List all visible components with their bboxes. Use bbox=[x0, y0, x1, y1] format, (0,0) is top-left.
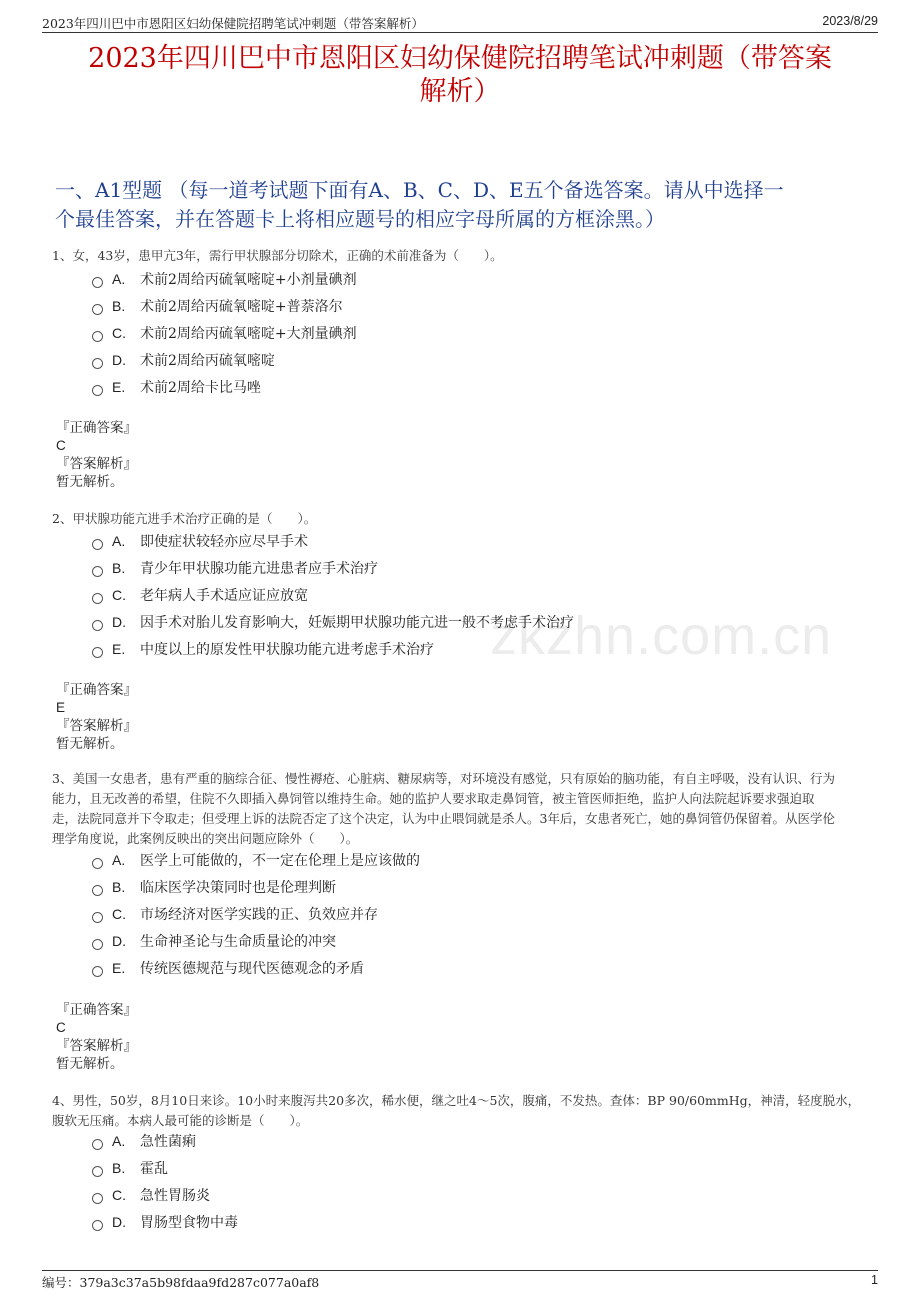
q4-option-d[interactable]: D. 胃肠型食物中毒 bbox=[92, 1211, 238, 1233]
title-line-1: 2023年四川巴中市恩阳区妇幼保健院招聘笔试冲刺题（带答案 bbox=[88, 43, 832, 74]
radio-icon[interactable] bbox=[92, 277, 103, 288]
watermark: zkzhn.com.cn bbox=[490, 606, 833, 666]
q4-option-c[interactable]: C. 急性胃肠炎 bbox=[92, 1184, 210, 1206]
q1-analysis-text: 暂无解析。 bbox=[56, 474, 124, 490]
radio-icon[interactable] bbox=[92, 912, 103, 923]
analysis-label: 『答案解析』 bbox=[56, 718, 137, 734]
q1-option-b[interactable]: B. 术前2周给丙硫氧嘧啶+普萘洛尔 bbox=[92, 295, 343, 317]
q3-option-d[interactable]: D. 生命神圣论与生命质量论的冲突 bbox=[92, 930, 336, 952]
q1-option-a[interactable]: A. 术前2周给丙硫氧嘧啶+小剂量碘剂 bbox=[92, 268, 357, 290]
q3-answer-value: C bbox=[56, 1020, 66, 1035]
radio-icon[interactable] bbox=[92, 647, 103, 658]
q1-answer-block bbox=[56, 419, 137, 491]
document-title bbox=[42, 42, 878, 108]
q3-answer-block bbox=[56, 1001, 137, 1073]
q4-option-b[interactable]: B. 霍乱 bbox=[92, 1157, 168, 1179]
radio-icon[interactable] bbox=[92, 858, 103, 869]
answer-label: 『正确答案』 bbox=[56, 682, 137, 698]
question-1-text: 1、女，43岁，患甲亢3年，需行甲状腺部分切除术，正确的术前准备为（ ）。 bbox=[52, 248, 503, 263]
q1-answer-value: C bbox=[56, 438, 66, 453]
radio-icon[interactable] bbox=[92, 620, 103, 631]
analysis-label: 『答案解析』 bbox=[56, 1038, 137, 1054]
question-3-text: 3、美国一女患者，患有严重的脑综合征、慢性褥疮、心脏病、糖尿病等，对环境没有感觉，只有原始的脑功能，有自主呼吸，没有认识、行为 能力，且无改善的希望，住院不久即插入鼻饲管以维持生命。她的监护人要求取走鼻饲管，被主管医师拒绝，监护人向法院起诉要求强迫取 走，法院同意并下令取走；但受理上诉的法院否定了这个决定，认为中止喂饲就是杀人。3年后，女患者死亡，她的鼻饲管仍保留着。从医学伦 理学角度说，此案例反映出的突出问题应除外（ ）。 bbox=[52, 771, 835, 846]
radio-icon[interactable] bbox=[92, 1193, 103, 1204]
q3-option-a[interactable]: A. 医学上可能做的，不一定在伦理上是应该做的 bbox=[92, 849, 420, 871]
q1-option-c[interactable]: C. 术前2周给丙硫氧嘧啶+大剂量碘剂 bbox=[92, 322, 357, 344]
analysis-label: 『答案解析』 bbox=[56, 456, 137, 472]
radio-icon[interactable] bbox=[92, 1166, 103, 1177]
radio-icon[interactable] bbox=[92, 331, 103, 342]
header-date: 2023/8/29 bbox=[822, 14, 878, 28]
question-2-text: 2、甲状腺功能亢进手术治疗正确的是（ ）。 bbox=[52, 511, 317, 526]
q3-analysis-text: 暂无解析。 bbox=[56, 1056, 124, 1072]
q4-option-a[interactable]: A. 急性菌痢 bbox=[92, 1130, 196, 1152]
page-header bbox=[42, 12, 878, 33]
q2-option-d[interactable]: D. 因手术对胎儿发育影响大，妊娠期甲状腺功能亢进一般不考虑手术治疗 bbox=[92, 611, 574, 633]
q2-answer-block bbox=[56, 681, 137, 753]
title-line-2: 解析） bbox=[419, 76, 501, 107]
section-heading bbox=[55, 176, 865, 234]
radio-icon[interactable] bbox=[92, 885, 103, 896]
radio-icon[interactable] bbox=[92, 966, 103, 977]
radio-icon[interactable] bbox=[92, 539, 103, 550]
answer-label: 『正确答案』 bbox=[56, 420, 137, 436]
q3-option-b[interactable]: B. 临床医学决策同时也是伦理判断 bbox=[92, 876, 336, 898]
radio-icon[interactable] bbox=[92, 385, 103, 396]
radio-icon[interactable] bbox=[92, 566, 103, 577]
radio-icon[interactable] bbox=[92, 1220, 103, 1231]
section-line-2: 个最佳答案，并在答题卡上将相应题号的相应字母所属的方框涂黑。） bbox=[55, 207, 665, 231]
q2-analysis-text: 暂无解析。 bbox=[56, 736, 124, 752]
header-doc-title: 2023年四川巴中市恩阳区妇幼保健院招聘笔试冲刺题（带答案解析） bbox=[42, 16, 424, 31]
q1-option-e[interactable]: E. 术前2周给卡比马唑 bbox=[92, 376, 261, 398]
radio-icon[interactable] bbox=[92, 593, 103, 604]
q2-option-c[interactable]: C. 老年病人手术适应证应放宽 bbox=[92, 584, 308, 606]
q2-option-e[interactable]: E. 中度以上的原发性甲状腺功能亢进考虑手术治疗 bbox=[92, 638, 434, 660]
document-id: 编号：379a3c37a5b98fdaa9fd287c077a0af8 bbox=[42, 1275, 320, 1290]
q1-option-d[interactable]: D. 术前2周给丙硫氧嘧啶 bbox=[92, 349, 275, 371]
page-footer bbox=[42, 1270, 878, 1289]
radio-icon[interactable] bbox=[92, 1139, 103, 1150]
radio-icon[interactable] bbox=[92, 358, 103, 369]
q2-option-b[interactable]: B. 青少年甲状腺功能亢进患者应手术治疗 bbox=[92, 557, 378, 579]
radio-icon[interactable] bbox=[92, 304, 103, 315]
page-number: 1 bbox=[871, 1273, 878, 1287]
section-line-1: 一、A1型题 （每一道考试题下面有A、B、C、D、E五个备选答案。请从中选择一 bbox=[55, 178, 784, 202]
answer-label: 『正确答案』 bbox=[56, 1002, 137, 1018]
q3-option-c[interactable]: C. 市场经济对医学实践的正、负效应并存 bbox=[92, 903, 378, 925]
q3-option-e[interactable]: E. 传统医德规范与现代医德观念的矛盾 bbox=[92, 957, 364, 979]
question-4-text: 4、男性，50岁，8月10日来诊。10小时来腹泻共20多次，稀水便，继之吐4～5次，腹痛，不发热。查体：BP 90/60mmHg，神清，轻度脱水， 腹软无压痛。本病人最可能的诊断是（ ）。 bbox=[52, 1093, 861, 1128]
q2-answer-value: E bbox=[56, 700, 66, 715]
radio-icon[interactable] bbox=[92, 939, 103, 950]
q2-option-a[interactable]: A. 即使症状较轻亦应尽早手术 bbox=[92, 530, 308, 552]
